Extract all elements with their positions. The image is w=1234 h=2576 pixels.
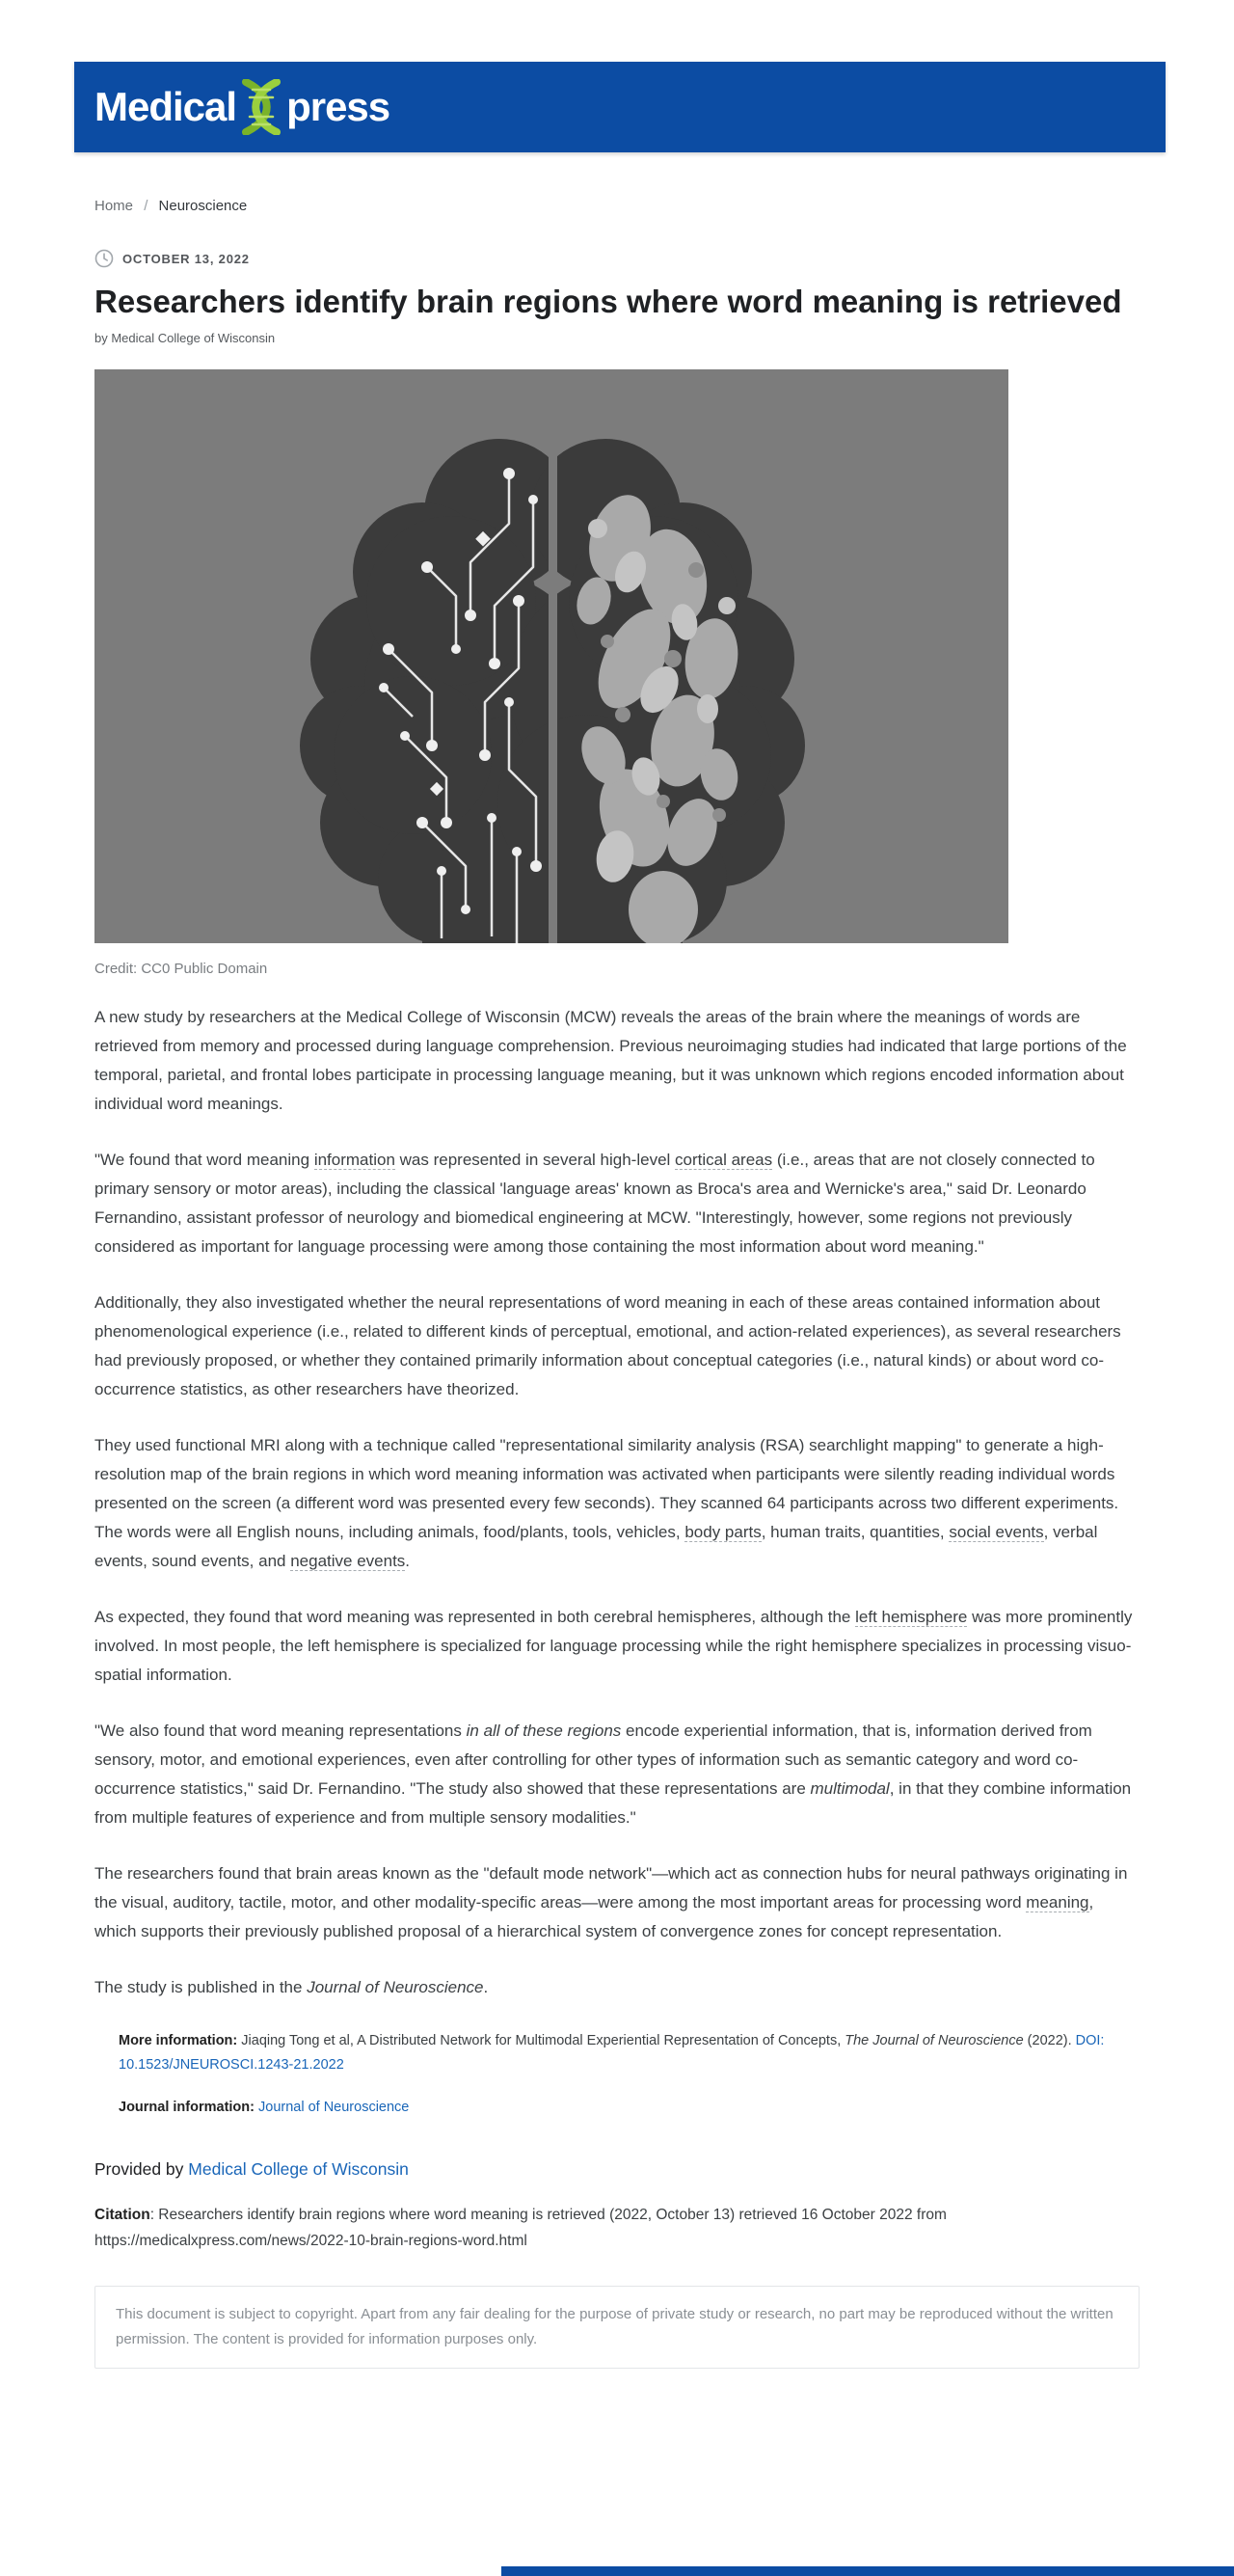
journal-information — [119, 2096, 1140, 2120]
publish-date: OCTOBER 13, 2022 — [122, 251, 250, 266]
breadcrumb-separator: / — [144, 198, 148, 214]
article-paragraph: They used functional MRI along with a technique called "representational similarity analysis (RSA) searchlight mapping" to generate a high-resolution map of the brain regions in which word meaning information was activated when participants were silently reading individual words presented on the screen (a different word was presented every few seconds). They scanned 64 participants across two different experiments. The words were all English nouns, including animals, food/plants, tools, vehicles, body parts, human traits, quantities, social events, verbal events, sound events, and negative events. — [94, 1436, 1119, 1570]
medicalxpress-logo[interactable] — [94, 79, 389, 135]
article-paragraph: A new study by researchers at the Medical College of Wisconsin (MCW) reveals the areas of the brain where the meanings of words are retrieved from memory and processed during language comprehension. Previous neuroimaging studies had indicated that large portions of the temporal, parietal, and frontal lobes participate in processing language meaning, but it was unknown which regions encoded information about individual word meanings. — [94, 1008, 1127, 1113]
inline-link[interactable]: negative events — [290, 1552, 406, 1570]
page-title: Researchers identify brain regions where word meaning is retrieved — [94, 284, 1122, 319]
image-credit: Credit: CC0 Public Domain — [94, 961, 268, 977]
bold-label: Journal information: — [119, 2100, 258, 2115]
inline-link[interactable]: body parts — [684, 1523, 762, 1541]
byline: by Medical College of Wisconsin — [94, 331, 276, 345]
inline-link[interactable]: cortical areas — [675, 1151, 773, 1169]
logo-text-press: press — [286, 84, 390, 129]
inline-link[interactable]: meaning — [1026, 1893, 1089, 1912]
article-paragraph: As expected, they found that word meaning was represented in both cerebral hemispheres, although the left hemisphere was more prominently involved. In most people, the left hemisphere is specialized for language processing while the right hemisphere specializes in processing visuo-spatial information. — [94, 1608, 1133, 1684]
publish-date-row — [94, 249, 1140, 268]
provided-by: Provided by Medical College of Wisconsin — [94, 2159, 409, 2179]
inline-link[interactable]: left hemisphere — [855, 1608, 968, 1626]
logo-text-medical: Medical — [94, 84, 237, 129]
italic-text: in all of these regions — [466, 1722, 622, 1740]
breadcrumb — [94, 198, 1140, 214]
dna-helix-x-icon — [239, 79, 283, 135]
article-body — [94, 1003, 1140, 2002]
more-information: More information: Jiaqing Tong et al, A Distributed Network for Multimodal Experiential Representation of Concepts, The Journal of Neuroscience (2022). DOI: 10.1523/JNEUROSCI.1243-21.2022 — [119, 2033, 1105, 2073]
clock-icon — [94, 249, 114, 268]
citation: Citation: Researchers identify brain regions where word meaning is retrieved (2022, October 13) retrieved 16 October 2022 from https://medicalxpress.com/news/2022-10-brain-regions-word.html — [94, 2207, 947, 2249]
italic-text: Journal of Neuroscience — [307, 1978, 484, 1996]
inline-link[interactable]: information — [313, 1151, 395, 1169]
article-paragraph: "We found that word meaning information was represented in several high-level cortical areas (i.e., areas that are not closely connected to primary sensory or motor areas), including the classical 'language areas' known as Broca's area and Wernicke's area," said Dr. Leonardo Fernandino, assistant professor of neurology and biomedical engineering at MCW. "Interestingly, however, some regions not previously considered as important for language processing were among those containing the most information about word meaning." — [94, 1151, 1095, 1256]
italic-text: The Journal of Neuroscience — [845, 2033, 1024, 2048]
external-link[interactable]: DOI: 10.1523/JNEUROSCI.1243-21.2022 — [119, 2033, 1105, 2073]
article-paragraph: The researchers found that brain areas known as the "default mode network"—which act as connection hubs for neural pathways originating in the visual, auditory, tactile, motor, and other modality-specific areas—were among the most important areas for processing word meaning, which supports their previously published proposal of a hierarchical system of convergence zones for concept representation. — [94, 1864, 1128, 1940]
copyright-notice: This document is subject to copyright. Apart from any fair dealing for the purpose of private study or research, no part may be reproduced without the written permission. The content is provided for information purposes only. — [94, 2286, 1140, 2369]
bold-label: Citation — [94, 2207, 150, 2223]
bold-label: More information: — [119, 2033, 242, 2048]
breadcrumb-category-link[interactable]: Neuroscience — [158, 198, 248, 214]
external-link[interactable]: Medical College of Wisconsin — [188, 2159, 409, 2179]
external-link[interactable]: Journal of Neuroscience — [258, 2100, 410, 2115]
article-container — [94, 198, 1140, 2369]
article-paragraph: The study is published in the Journal of Neuroscience. — [94, 1978, 489, 1996]
inline-link[interactable]: social events — [949, 1523, 1044, 1541]
article-paragraph: "We also found that word meaning representations in all of these regions encode experiential information, that is, information derived from sensory, motor, and emotional experiences, even after controlling for other types of information such as semantic category and word co-occurrence statistics," said Dr. Fernandino. "The study also showed that these representations are multimodal, in that they combine information from multiple features of experience and from multiple sensory modalities." — [94, 1722, 1132, 1827]
site-header — [74, 62, 1166, 152]
article-figure — [94, 369, 1140, 977]
references-section — [119, 2029, 1140, 2120]
article-paragraph: Additionally, they also investigated whether the neural representations of word meaning in each of these areas contained information about phenomenological experience (i.e., related to different kinds of perceptual, emotional, and action-related experiences), as several researchers had previously proposed, or whether they contained primarily information about conceptual categories (i.e., natural kinds) or about word co-occurrence statistics, as other researchers have theorized. — [94, 1293, 1121, 1398]
breadcrumb-home-link[interactable]: Home — [94, 198, 134, 214]
italic-text: multimodal — [810, 1779, 890, 1798]
article-image — [94, 369, 1008, 943]
footer-bar — [501, 2566, 1234, 2576]
